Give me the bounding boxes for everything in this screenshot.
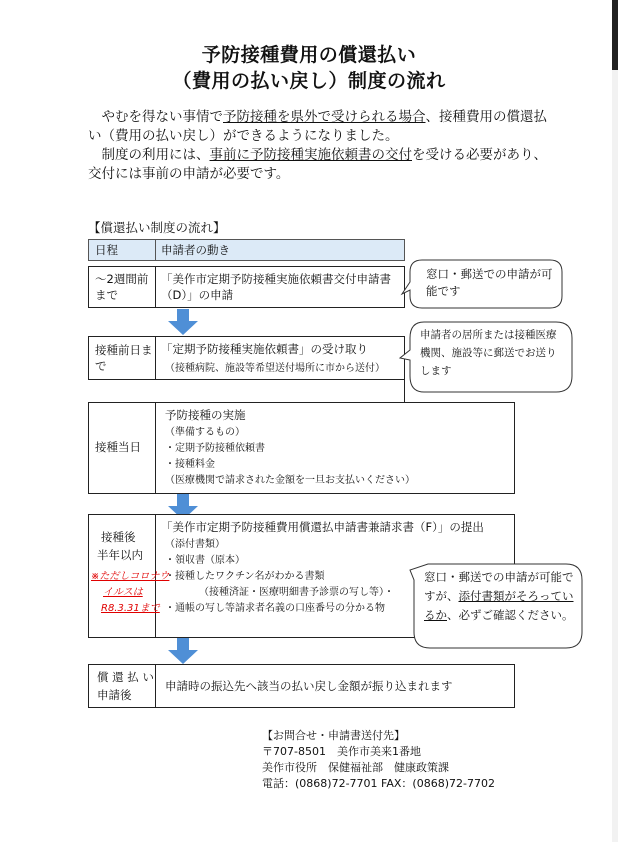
flow-arrow-3 (168, 638, 198, 664)
step-2-note: （接種病院、施設等希望送付場所に市から送付） (165, 363, 385, 374)
header-divider (155, 240, 156, 260)
callout-3-text-b: 、必ずご確認ください。 (447, 608, 574, 622)
contact-phone-fax: 電話：(0868)72-7701 FAX：(0868)72-7702 (262, 777, 495, 790)
step-1-when: ～2週間前まで (95, 272, 149, 302)
step-4-line2: ・領収書（原本） (165, 555, 245, 566)
step-5-action: 申請時の振込先へ該当の払い戻し金額が振り込まれます (165, 679, 453, 693)
header-col-schedule: 日程 (95, 243, 118, 257)
step-4-when-1: 接種後 (101, 530, 136, 544)
header-col-action: 申請者の動き (161, 243, 230, 257)
contact-department: 美作市役所 保健福祉部 健康政策課 (262, 761, 449, 774)
callout-2-text: 申請者の居所または接種医療機関、施設等に郵送でお送りします (420, 329, 557, 377)
step-3-when: 接種当日 (95, 440, 141, 454)
step-3-line4: （医療機関で請求された金額を一旦お支払いください） (165, 475, 415, 486)
step-2-when: 接種前日まで (95, 343, 153, 373)
section-label: 【償還払い制度の流れ】 (88, 220, 226, 235)
intro-p1-underlined: 予防接種を県外で受けられる場合 (223, 109, 426, 125)
intro-p2-b: を受ける必要があり、交付には事前の申請が必要です。 (88, 147, 547, 182)
step-2-row (88, 336, 405, 380)
step-3-divider (155, 403, 156, 493)
intro-paragraph-2 (88, 146, 548, 184)
step-4-line1: （添付書類） (165, 539, 225, 550)
right-edge-dark-top (612, 0, 618, 70)
step-3-line3: ・接種料金 (165, 459, 215, 470)
step-4-line4: （接種済証・医療明細書予診票の写し等）・ (199, 587, 394, 598)
right-edge-strip (612, 0, 618, 842)
step-5-when-2: 申請後 (97, 688, 132, 702)
page-title-line1: 予防接種費用の償還払い (201, 44, 417, 66)
intro-p2-a: 制度の利用には、 (101, 147, 210, 163)
step-4-action: 「美作市定期予防接種費用償還払申請書兼請求書（F）」の提出 (161, 520, 484, 534)
intro-text (88, 108, 548, 184)
callout-3-text (424, 568, 578, 625)
step-3-row (88, 402, 515, 494)
contact-heading: 【お問合せ・申請書送付先】 (262, 729, 405, 742)
callout-1-text: 窓口・郵送での申請が可能です (426, 267, 553, 298)
intro-paragraph-1 (88, 108, 548, 146)
step-5-when-1: 償 還 払 い (97, 670, 154, 684)
step-3-line1: （準備するもの） (165, 427, 245, 438)
intro-p1-b: 、接種費用の償還払い（費用の払い戻し）ができるようになりました。 (88, 109, 547, 144)
callout-3-text-underlined: 添付書類がそろっているか (424, 589, 574, 622)
step-2-action: 「定期予防接種実施依頼書」の受け取り (161, 342, 368, 356)
step-3-action: 予防接種の実施 (165, 408, 246, 422)
step-5-divider (155, 665, 156, 707)
step-4-covid-note-2: イルスは (103, 587, 143, 598)
step-1-row (88, 266, 405, 308)
step-5-row (88, 664, 515, 708)
step-2-divider (155, 337, 156, 379)
contact-block (262, 728, 495, 792)
step-1-action: 「美作市定期予防接種実施依頼書交付申請書（D）」の申請 (161, 272, 391, 302)
step-4-line3: ・接種したワクチン名がわかる書類 (165, 571, 325, 582)
step-4-when-2: 半年以内 (97, 548, 143, 562)
callout-3-text-a: 窓口・郵送での申請が可能ですが、 (424, 570, 574, 603)
step-3-line2: ・定期予防接種依頼書 (165, 443, 265, 454)
step-4-covid-note-1: ※ただしコロナウ (91, 571, 170, 582)
flow-arrow-1 (168, 309, 198, 335)
intro-p2-underlined: 事前に予防接種実施依頼書の交付 (209, 147, 412, 163)
contact-address: 〒707-8501 美作市美来1番地 (262, 745, 421, 758)
intro-p1-a: やむを得ない事情で (101, 109, 223, 125)
page-title-line2: （費用の払い戻し）制度の流れ (172, 70, 446, 92)
table-header-row (88, 239, 405, 261)
step-4-covid-note-3: R8.3.31まで (101, 603, 160, 614)
step-4-line5: ・通帳の写し等請求者名義の口座番号の分かる物 (165, 603, 385, 614)
step-1-divider (155, 267, 156, 307)
